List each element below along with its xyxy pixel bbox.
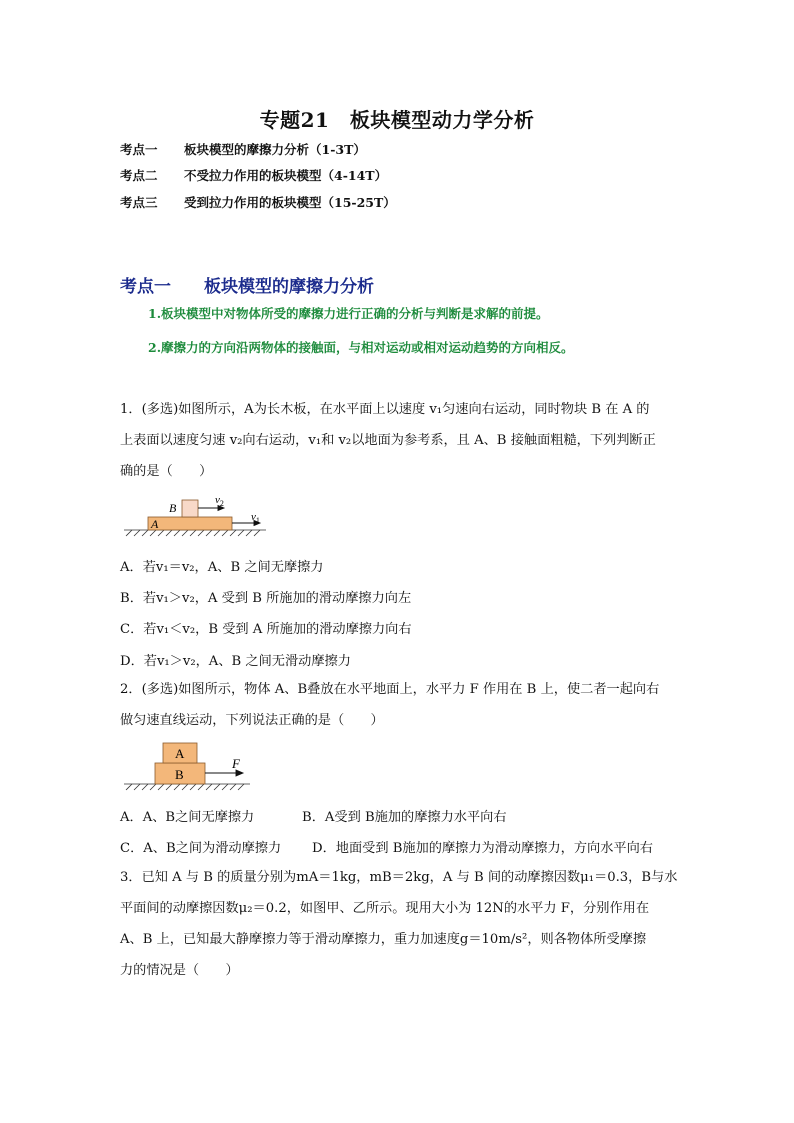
- q2-option-b: B．A受到 B施加的摩擦力水平向右: [302, 810, 507, 825]
- q2-option-c: C．A、B之间为滑动摩擦力: [120, 841, 282, 856]
- q2-option-a: A．A、B之间无摩擦力: [120, 810, 255, 825]
- question-line: 1．(多选)如图所示，A为长木板，在水平面上以速度 v₁匀速向右运动，同时物块 B 在 A 的: [120, 402, 650, 417]
- block-a-label: A: [175, 746, 185, 761]
- force-label: F: [232, 756, 240, 771]
- question-1-stem: [120, 394, 680, 487]
- block-b: [182, 500, 198, 517]
- question-line: 平面间的动摩擦因数μ₂＝0.2，如图甲、乙所示。现用大小为 12N的水平力 F，分别作用在: [120, 901, 650, 916]
- q2-option-d: D．地面受到 B施加的摩擦力为滑动摩擦力，方向水平向右: [312, 841, 653, 856]
- q1-option-c: C．若v₁＜v₂，B 受到 A 所施加的滑动摩擦力向右: [120, 622, 412, 637]
- v1-label: $v_1$: [251, 511, 260, 525]
- plank-a-label: A: [151, 517, 159, 531]
- section-title: 板块模型的摩擦力分析: [204, 277, 374, 297]
- toc-label: 考点一: [120, 142, 158, 157]
- page-title: 专题21 板块模型动力学分析: [259, 108, 535, 132]
- section-heading: [120, 272, 374, 297]
- question-2-stem: [120, 674, 680, 736]
- v2-label: $v_2$: [215, 494, 224, 508]
- section-label: 考点一: [120, 277, 171, 297]
- toc-text: 受到拉力作用的板块模型（15-25T）: [184, 195, 396, 210]
- key-note-2: 2.摩擦力的方向沿两物体的接触面，与相对运动或相对运动趋势的方向相反。: [148, 340, 574, 355]
- question-line: 确的是（ ）: [120, 464, 213, 479]
- toc-item-3: [120, 193, 396, 211]
- question-1-figure: [120, 492, 270, 538]
- question-line: 力的情况是（ ）: [120, 963, 239, 978]
- q1-option-a: A．若v₁＝v₂，A、B 之间无摩擦力: [120, 560, 324, 575]
- toc-label: 考点二: [120, 168, 158, 183]
- toc-text: 不受拉力作用的板块模型（4-14T）: [184, 168, 388, 183]
- ground-hatching: [124, 784, 250, 790]
- question-line: 上表面以速度匀速 v₂向右运动，v₁和 v₂以地面为参考系，且 A、B 接触面粗糙，下列判断正: [120, 433, 656, 448]
- ground-hatching: [124, 530, 266, 536]
- question-line: 2．(多选)如图所示，物体 A、B叠放在水平地面上，水平力 F 作用在 B 上，使二者一起向右: [120, 682, 660, 697]
- q1-option-d: D．若v₁＞v₂，A、B 之间无滑动摩擦力: [120, 654, 351, 669]
- question-3-stem: [120, 862, 680, 986]
- key-note-1: 1.板块模型中对物体所受的摩擦力进行正确的分析与判断是求解的前提。: [148, 306, 549, 321]
- block-b-label: B: [175, 767, 184, 782]
- question-2-figure: [120, 738, 260, 794]
- q1-option-b: B．若v₁＞v₂，A 受到 B 所施加的滑动摩擦力向左: [120, 591, 412, 606]
- question-line: A、B 上，已知最大静摩擦力等于滑动摩擦力，重力加速度g＝10m/s²，则各物体所受摩擦: [120, 932, 647, 947]
- block-b-label: B: [169, 501, 177, 515]
- toc-item-2: [120, 166, 387, 184]
- toc-text: 板块模型的摩擦力分析（1-3T）: [184, 142, 366, 157]
- toc-item-1: [120, 140, 366, 158]
- question-line: 做匀速直线运动，下列说法正确的是（ ）: [120, 713, 384, 728]
- toc-label: 考点三: [120, 195, 158, 210]
- question-line: 3．已知 A 与 B 的质量分别为mA＝1kg，mB＝2kg，A 与 B 间的动摩擦因数μ₁＝0.3，B与水: [120, 870, 678, 885]
- plank-a: [148, 517, 232, 530]
